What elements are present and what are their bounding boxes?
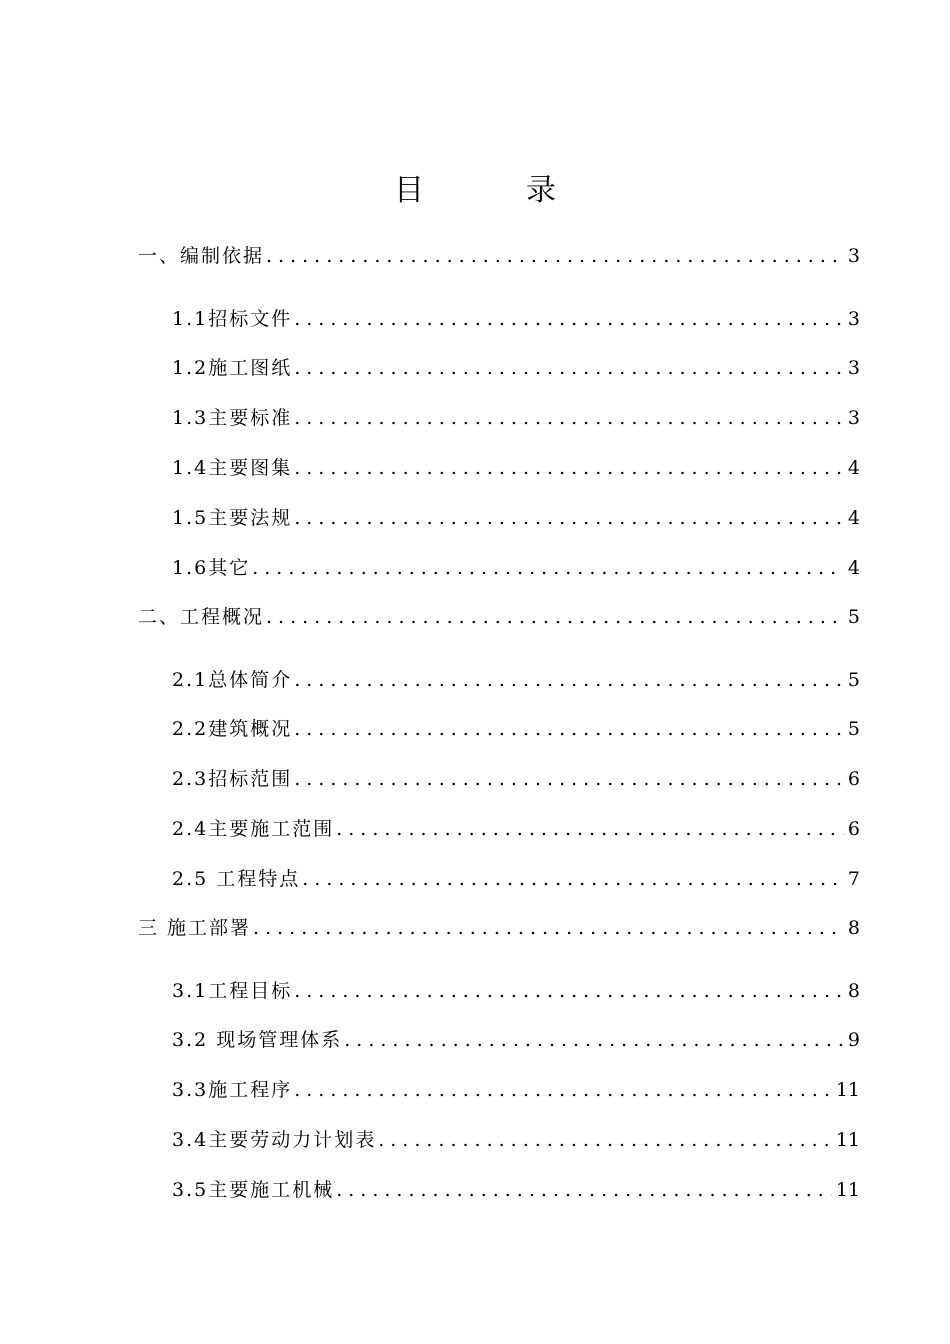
toc-entry-page: 3 <box>847 357 860 379</box>
toc-leader <box>294 306 844 332</box>
toc-entry-page: 5 <box>847 606 860 628</box>
toc-entry-page: 6 <box>847 768 860 790</box>
toc-entry-label: 1.3主要标准 <box>172 407 293 429</box>
toc-leader <box>294 355 844 381</box>
toc-entry-page: 4 <box>847 507 860 529</box>
toc-leader <box>294 455 844 481</box>
toc-entry-label: 1.1招标文件 <box>172 308 293 330</box>
toc-entry-label: 一、编制依据 <box>138 245 265 267</box>
toc-entry-page: 6 <box>847 818 860 840</box>
toc-entry[interactable] <box>172 505 860 531</box>
toc-leader <box>336 816 844 842</box>
toc-leader <box>336 1177 832 1203</box>
toc-entry-page: 11 <box>835 1079 860 1101</box>
toc-leader <box>294 1077 832 1103</box>
toc-entry[interactable] <box>172 355 860 381</box>
toc-entry-page: 8 <box>847 917 860 939</box>
toc-leader <box>253 915 844 941</box>
toc-entry-page: 3 <box>847 308 860 330</box>
toc-entry[interactable] <box>138 243 860 269</box>
toc-leader <box>294 766 844 792</box>
toc-leader <box>378 1127 832 1153</box>
toc-entry[interactable] <box>172 1027 860 1053</box>
toc-leader <box>266 243 844 269</box>
toc-entry-label: 2.1总体简介 <box>172 669 293 691</box>
toc-entry-label: 1.2施工图纸 <box>172 357 293 379</box>
toc-entry-page: 5 <box>847 718 860 740</box>
toc-entry[interactable] <box>172 816 860 842</box>
toc-entry-page: 5 <box>847 669 860 691</box>
toc-entry-label: 3.4主要劳动力计划表 <box>172 1129 377 1151</box>
toc-entry[interactable] <box>172 1177 860 1203</box>
toc-leader <box>266 604 844 630</box>
toc-entry-page: 7 <box>847 868 860 890</box>
toc-entry[interactable] <box>138 915 860 941</box>
toc-entry-page: 3 <box>847 245 860 267</box>
toc-entry-label: 3.5主要施工机械 <box>172 1179 335 1201</box>
toc-leader <box>294 505 844 531</box>
toc-entry[interactable] <box>172 1127 860 1153</box>
toc-entry[interactable] <box>172 716 860 742</box>
toc-entry-label: 二、工程概况 <box>138 606 265 628</box>
toc-entry-label: 1.4主要图集 <box>172 457 293 479</box>
toc-entry[interactable] <box>138 604 860 630</box>
toc-entry-label: 3.3施工程序 <box>172 1079 293 1101</box>
toc-entry-label: 2.2建筑概况 <box>172 718 293 740</box>
toc-entry-page: 9 <box>847 1029 860 1051</box>
toc-entry[interactable] <box>172 866 860 892</box>
toc-title: 目 录 <box>394 173 592 208</box>
toc-entry-page: 8 <box>847 980 860 1002</box>
toc-entry[interactable] <box>172 405 860 431</box>
toc-entry-label: 2.3招标范围 <box>172 768 293 790</box>
toc-entry[interactable] <box>172 766 860 792</box>
toc-entry-page: 11 <box>835 1179 860 1201</box>
toc-entry-page: 3 <box>847 407 860 429</box>
toc-leader <box>252 555 844 581</box>
toc-entry-page: 4 <box>847 557 860 579</box>
toc-entry-label: 2.4主要施工范围 <box>172 818 335 840</box>
toc-leader <box>294 667 844 693</box>
toc-entry-label: 3.1工程目标 <box>172 980 293 1002</box>
toc-entry[interactable] <box>172 455 860 481</box>
toc-entry-label: 1.5主要法规 <box>172 507 293 529</box>
toc-leader <box>294 716 844 742</box>
toc-entry[interactable] <box>172 978 860 1004</box>
toc-entry-page: 4 <box>847 457 860 479</box>
toc-entry[interactable] <box>172 306 860 332</box>
toc-entry[interactable] <box>172 555 860 581</box>
toc-leader <box>294 405 844 431</box>
toc-leader <box>294 978 844 1004</box>
toc-entry-label: 1.6其它 <box>172 557 251 579</box>
toc-entry-label: 三 施工部署 <box>138 917 252 939</box>
toc-entry[interactable] <box>172 667 860 693</box>
toc-entry-label: 3.2 现场管理体系 <box>172 1029 343 1051</box>
toc-entry-label: 2.5 工程特点 <box>172 868 301 890</box>
toc-entry-page: 11 <box>835 1129 860 1151</box>
toc-entry[interactable] <box>172 1077 860 1103</box>
toc-leader <box>302 866 844 892</box>
toc-leader <box>344 1027 844 1053</box>
